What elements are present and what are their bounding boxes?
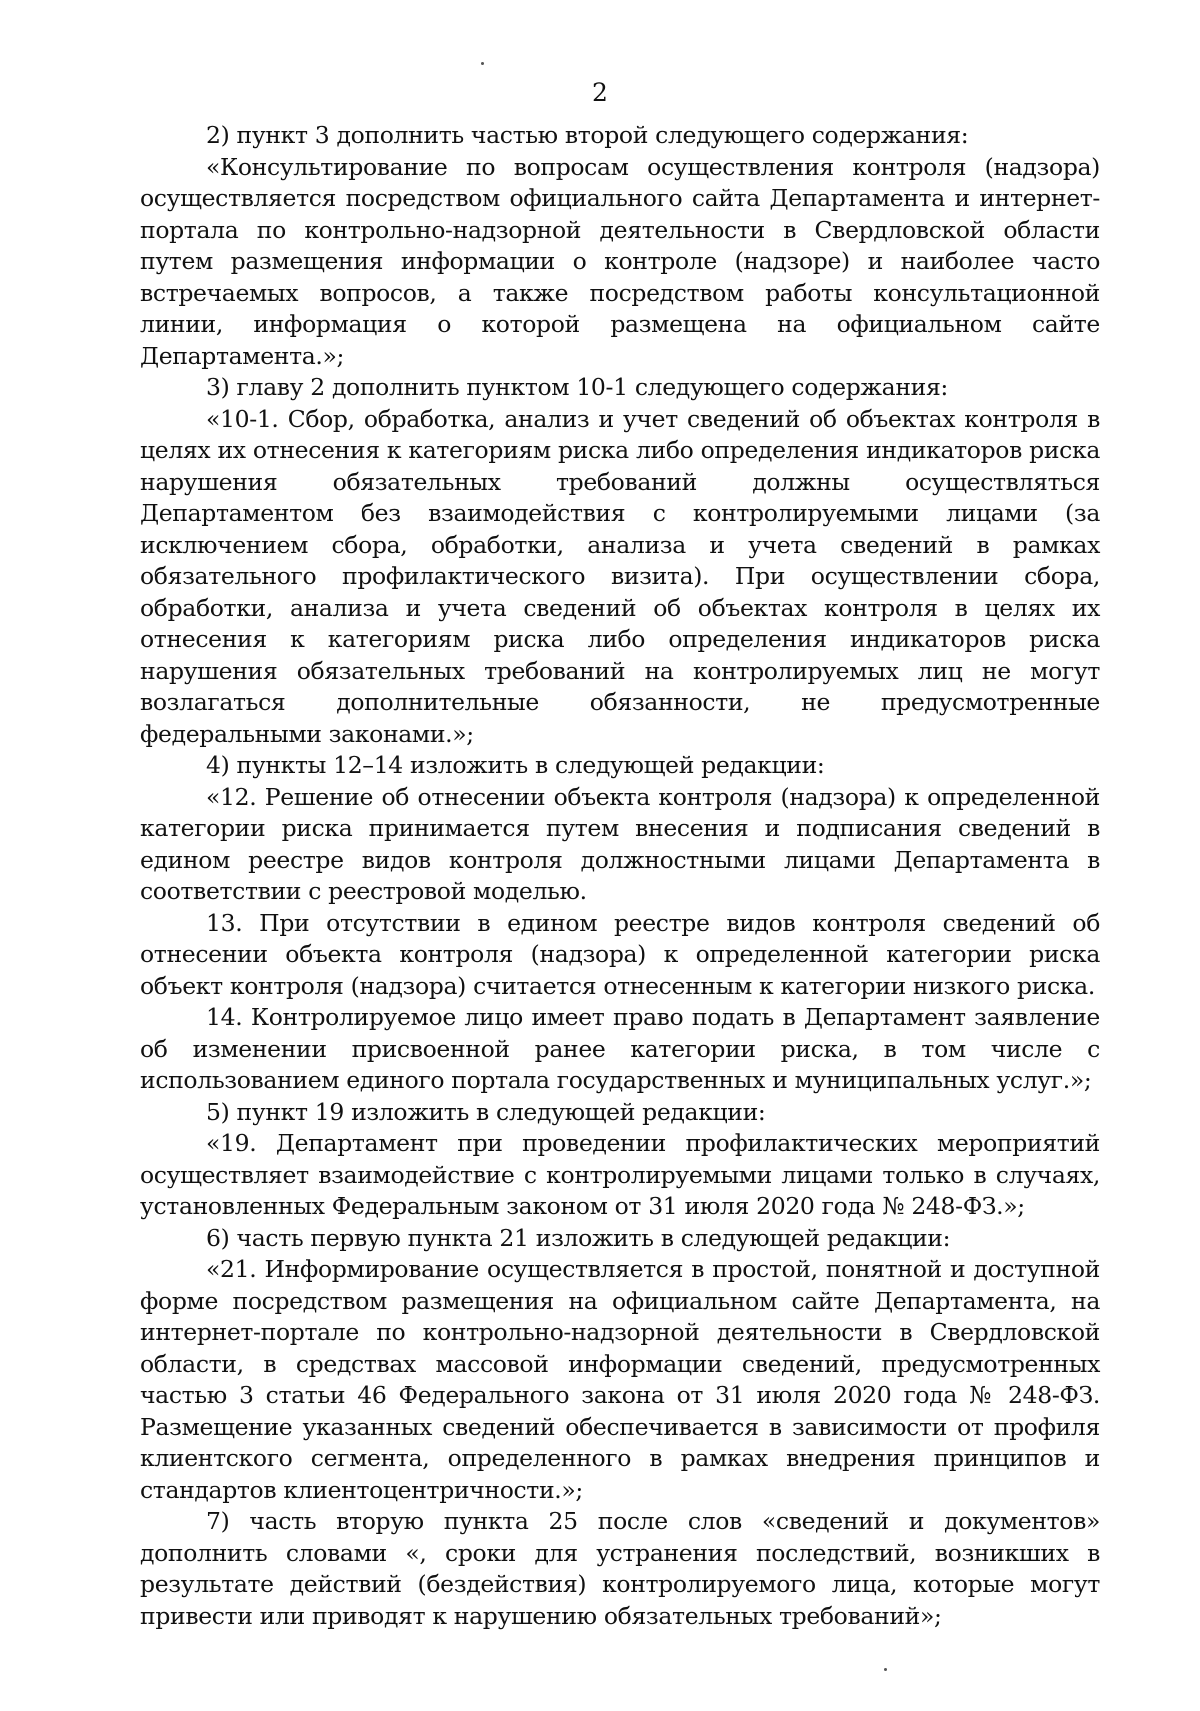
paragraph: 2) пункт 3 дополнить частью второй следующего содержания: <box>206 121 969 149</box>
scan-dot <box>884 1668 887 1671</box>
document-body <box>140 120 1100 1632</box>
paragraph: 6) часть первую пункта 21 изложить в следующей редакции: <box>206 1223 951 1252</box>
paragraph: «10-1. Сбор, обработка, анализ и учет сведений об объектах контроля в целях их отнесения к категориям риска либо определения индикаторов риска нарушения обязательных требований должны осуществляться Департаментом без взаимодействия с контролируемыми лицами (за исключением сбора, обработки, анализа и учета сведений в рамках обязательного профилактического визита). При осуществлении сбора, обработки, анализа и учета сведений об объектах контроля в целях их отнесения к категориям риска либо определения индикаторов риска нарушения обязательных требований на контролируемых лиц не могут возлагаться дополнительные обязанности, не предусмотренные федеральными законами.»; <box>140 404 1100 748</box>
scan-dot <box>481 62 484 65</box>
paragraph: 4) пункты 12–14 изложить в следующей редакции: <box>206 751 825 779</box>
paragraph: «Консультирование по вопросам осуществления контроля (надзора) осуществляется посредством официального сайта Департамента и интернет-портала по контрольно-надзорной деятельности в Свердловской области путем размещения информации о контроле (надзоре) и наиболее часто встречаемых вопросов, а также посредством работы консультационной линии, информация о которой размещена на официальном сайте Департамента.»; <box>140 152 1100 370</box>
paragraph: 14. Контролируемое лицо имеет право подать в Департамент заявление об изменении присвоенной ранее категории риска, в том числе с использованием единого портала государственных и муниципальных услуг.»; <box>140 1003 1100 1094</box>
paragraph: 3) главу 2 дополнить пунктом 10-1 следующего содержания: <box>206 373 949 401</box>
paragraph: «12. Решение об отнесении объекта контроля (надзора) к определенной категории риска принимается путем внесения и подписания сведений в едином реестре видов контроля должностными лицами Департамента в соответствии с реестровой моделью. <box>140 782 1100 905</box>
paragraph: «21. Информирование осуществляется в простой, понятной и доступной форме посредством размещения на официальном сайте Департамента, на интернет-портале по контрольно-надзорной деятельности в Свердловской области, в средствах массовой информации сведений, предусмотренных частью 3 статьи 46 Федерального закона от 31 июля 2020 года № 248-ФЗ. Размещение указанных сведений обеспечивается в зависимости от профиля клиентского сегмента, определенного в рамках внедрения принципов и стандартов клиентоцентричности.»; <box>140 1255 1100 1504</box>
paragraph: 5) пункт 19 изложить в следующей редакции: <box>206 1097 766 1126</box>
paragraph: 13. При отсутствии в едином реестре видов контроля сведений об отнесении объекта контроля (надзора) к определенной категории риска объект контроля (надзора) считается отнесенным к категории низкого риска. <box>140 908 1100 1000</box>
page-number: 2 <box>592 78 608 107</box>
paragraph: 7) часть вторую пункта 25 после слов «сведений и документов» дополнить словами «, сроки для устранения последствий, возникших в результате действий (бездействия) контролируемого лица, которые могут привести или приводят к нарушению обязательных требований»; <box>140 1507 1100 1630</box>
paragraph: «19. Департамент при проведении профилактических мероприятий осуществляет взаимодействие с контролируемыми лицами только в случаях, установленных Федеральным законом от 31 июля 2020 года № 248-ФЗ.»; <box>140 1129 1100 1220</box>
